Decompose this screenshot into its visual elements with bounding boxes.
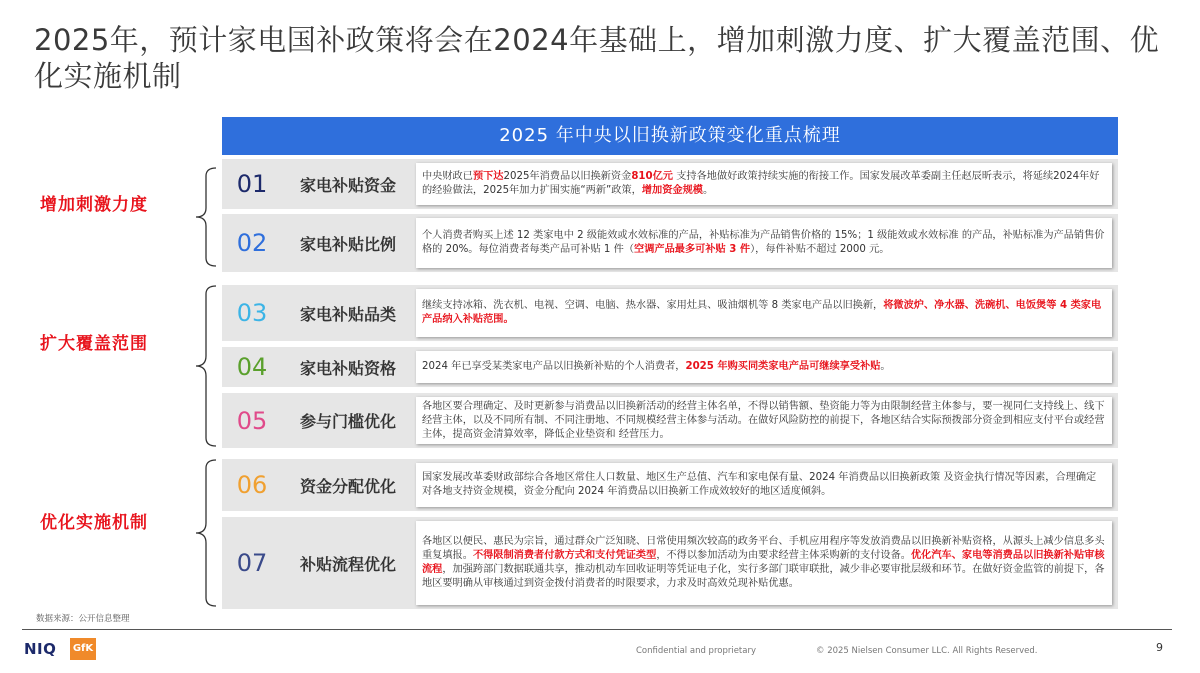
brace-stimulus — [190, 166, 220, 268]
highlight-text: 预下达 — [472, 171, 504, 182]
description-text: ），每件补贴不超过 2000 元。 — [750, 244, 890, 255]
row-number: 01 — [236, 170, 268, 198]
brace-mechanism — [190, 458, 220, 608]
highlight-text: 2025 年购买同类家电产品可继续享受补贴 — [685, 361, 881, 372]
highlight-text: 增加资金规模 — [641, 185, 703, 196]
category-label-stimulus: 增加刺激力度 — [40, 195, 148, 215]
row-label: 家电补贴比例 — [299, 234, 396, 254]
row-description — [416, 218, 1112, 268]
highlight-text: 。 — [503, 314, 514, 325]
row-description — [416, 351, 1112, 383]
highlight-text: 优化汽车、家电等消费品以旧换新补贴审核流程 — [422, 550, 1105, 575]
row-number: 05 — [236, 406, 268, 435]
description-text: 。 — [880, 361, 891, 372]
policy-row — [222, 393, 1118, 448]
description-text: 2024 年已享受某类家电产品以旧换新补贴的个人消费者， — [422, 361, 686, 372]
policy-row — [222, 347, 1118, 387]
description-text: 国家发展改革委财政部综合各地区常住人口数量、地区生产总值、汽车和家电保有量、2024 年消费品以旧换新政策 及资金执行情况等因素，合理确定对各地支持资金规模，资金分配向 2024 年消费品以旧换新工作成效较好的地区适度倾斜。 — [422, 472, 1097, 497]
row-description — [416, 163, 1112, 205]
highlight-text: 不得限制消费者付款方式和支付凭证类型 — [472, 550, 657, 561]
row-number: 06 — [236, 471, 268, 499]
description-text: 各地区以便民、惠民为宗旨，通过群众广泛知晓、日常使用频次较高的政务平台、手机应用程序等发放消费品以旧换新补贴资格，从源头上减少信息多头重复填报。 — [422, 536, 1105, 561]
description-text: 支持各地做好政策持续实施的衔接工作。国家发展改革委副主任赵辰昕表示，将延续2024年好的经验做法，2025年加力扩围实施“两新”政策， — [422, 171, 1100, 196]
description-text: 中央财政已 — [422, 171, 473, 182]
page-title: 2025年，预计家电国补政策将会在2024年基础上，增加刺激力度、扩大覆盖范围、优化实施机制 — [34, 23, 1160, 93]
description-text: 各地区要合理确定、及时更新参与消费品以旧换新活动的经营主体名单，不得以销售额、垫资能力等为由限制经营主体参与，要一视同仁支持线上、线下经营主体，以及不同所有制、不同注册地、不同规模经营主体参与活动。在做好风险防控的前提下，各地区结合实际预拨部分资金到相应支付平台或经营主体，提高资金清算效率，降低企业垫资和 经营压力。 — [422, 400, 1105, 440]
row-label: 资金分配优化 — [299, 476, 396, 496]
row-description — [416, 397, 1112, 444]
policy-row — [222, 214, 1118, 272]
data-source: 数据来源：公开信息整理 — [36, 614, 130, 624]
confidential-note: Confidential and proprietary — [636, 646, 757, 656]
row-number: 07 — [236, 549, 268, 577]
description-text: ，加强跨部门数据联通共享，推动机动车回收证明等凭证电子化，实行多部门联审联批，减少非必要审批层级和环节。在做好资金监管的前提下，各地区要明确从审核通过到资金拨付消费者的时限要求，力求及时高效兑现补贴优惠。 — [422, 564, 1105, 589]
row-description — [416, 463, 1112, 507]
row-label: 家电补贴资格 — [299, 358, 396, 378]
row-label: 补贴流程优化 — [299, 554, 396, 574]
row-description — [416, 289, 1112, 337]
copyright-note: © 2025 Nielsen Consumer LLC. All Rights Reserved. — [816, 646, 1038, 656]
policy-row — [222, 285, 1118, 341]
category-label-coverage: 扩大覆盖范围 — [40, 334, 148, 354]
row-label: 家电补贴资金 — [299, 175, 396, 195]
highlight-text: 810亿元 — [631, 171, 673, 182]
highlight-text: 空调产品最多可补贴 3 件 — [634, 244, 751, 255]
description-text: 。 — [702, 185, 714, 196]
brace-coverage — [190, 284, 220, 448]
description-text: 个人消费者购买上述 12 类家电中 2 级能效或水效标准的产品，补贴标准为产品销售价格的 15%；1 级能效或水效标准 的产品，补贴标准为产品销售价格的 20%。每位消费者每类产品可补贴 1 件（ — [422, 230, 1105, 255]
gfk-logo: GfK — [70, 638, 96, 660]
page-number: 9 — [1156, 641, 1163, 654]
row-number: 02 — [236, 229, 268, 257]
row-label: 参与门槛优化 — [299, 412, 396, 431]
niq-logo: NIQ — [24, 640, 57, 658]
category-label-mechanism: 优化实施机制 — [40, 513, 148, 533]
description-text: ，不得以参加活动为由要求经营主体采购新的支付设备。 — [656, 550, 911, 561]
row-label: 家电补贴品类 — [299, 304, 396, 324]
policy-row — [222, 517, 1118, 609]
row-number: 03 — [236, 299, 268, 327]
table-banner: 2025 年中央以旧换新政策变化重点梳理 — [222, 117, 1118, 155]
description-text: 继续支持冰箱、洗衣机、电视、空调、电脑、热水器、家用灶具、吸油烟机等 8 类家电产品以旧换新， — [422, 300, 884, 311]
policy-row — [222, 459, 1118, 511]
footer-divider — [22, 629, 1172, 630]
row-number: 04 — [236, 353, 268, 381]
policy-row — [222, 159, 1118, 209]
description-text: 2025年消费品以旧换新资金 — [503, 171, 632, 182]
row-description — [416, 521, 1112, 605]
highlight-text: 将微波炉、净水器、洗碗机、电饭煲等 4 类家电产品纳入补贴范围 — [422, 300, 1102, 325]
